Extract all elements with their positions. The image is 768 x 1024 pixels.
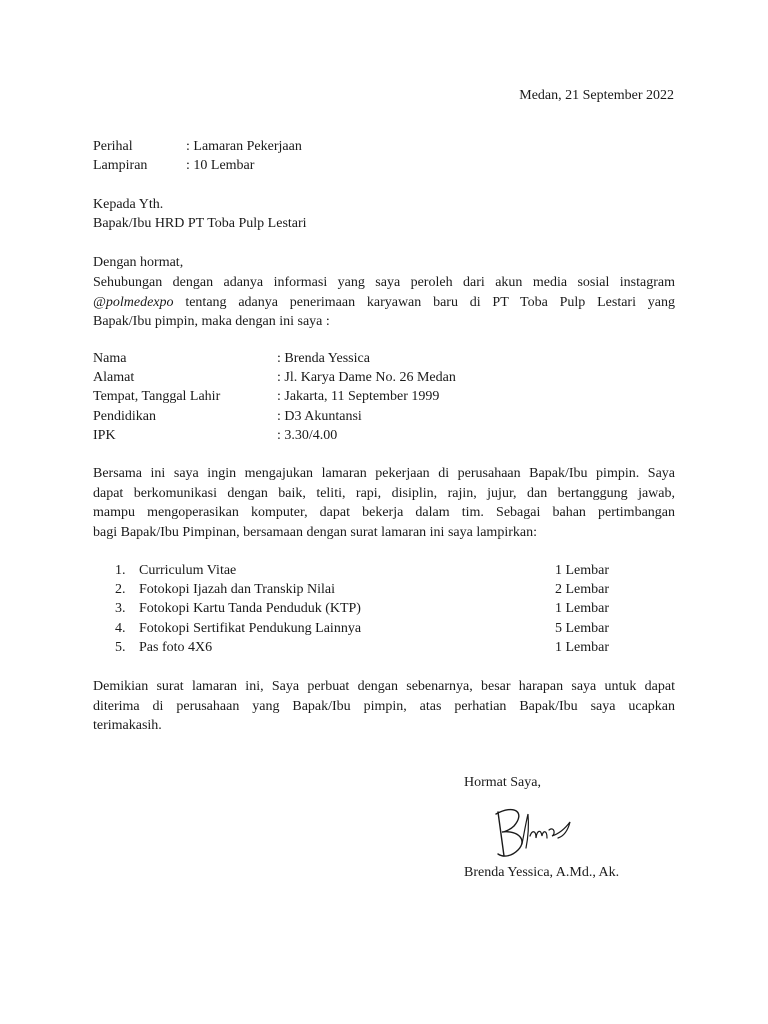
recipient-line-2: Bapak/Ibu HRD PT Toba Pulp Lestari	[93, 216, 307, 231]
list-item-quantity: 2 Lembar	[554, 582, 609, 597]
list-item-number: 5.	[115, 640, 126, 655]
letter-date: Medan, 21 September 2022	[519, 88, 674, 103]
handwritten-signature	[484, 800, 584, 864]
opening-line-3: Bapak/Ibu pimpin, maka dengan ini saya :	[93, 314, 330, 329]
closing-line-2: diterima di perusahaan yang Bapak/Ibu pimpin, atas perhatian Bapak/Ibu saya ucapkan	[93, 698, 675, 714]
signer-name: Brenda Yessica, A.Md., Ak.	[464, 865, 620, 880]
instagram-handle: @polmedexpo	[93, 294, 174, 310]
subject-row	[93, 137, 133, 157]
salutation: Dengan hormat,	[93, 255, 184, 270]
list-item-quantity: 5 Lembar	[554, 621, 609, 636]
subject-label: Perihal	[93, 139, 133, 154]
closing-greeting: Hormat Saya,	[464, 775, 541, 790]
opening-line-2-rest: tentang adanya penerimaan karyawan baru di PT Toba Pulp Lestari yang	[173, 294, 675, 310]
personal-value-gpa: : 3.30/4.00	[277, 428, 338, 443]
body-line-3: mampu mengoperasikan komputer, dapat bekerja dalam tim. Sebagai bahan pertimbangan	[93, 505, 675, 520]
list-item-name: Fotokopi Sertifikat Pendukung Lainnya	[139, 621, 362, 636]
body-line-2: dapat berkomunikasi dengan baik, teliti, rapi, disiplin, rajin, jujur, dan bertanggung jawab,	[93, 485, 675, 501]
attachment-count-label: Lampiran	[93, 158, 148, 173]
list-item-quantity: 1 Lembar	[554, 640, 609, 655]
recipient-line-1: Kepada Yth.	[93, 197, 164, 212]
personal-value-address: : Jl. Karya Dame No. 26 Medan	[277, 370, 456, 385]
attachment-count-row	[93, 156, 147, 176]
personal-value-education: : D3 Akuntansi	[277, 409, 362, 424]
subject-value: : Lamaran Pekerjaan	[186, 139, 302, 154]
closing-line-1: Demikian surat lamaran ini, Saya perbuat dengan sebenarnya, besar harapan saya untuk dapat	[93, 679, 675, 694]
list-item-name: Curriculum Vitae	[139, 563, 237, 578]
personal-label-birth: Tempat, Tanggal Lahir	[93, 389, 221, 404]
personal-label-name: Nama	[93, 351, 127, 366]
list-item-name: Pas foto 4X6	[139, 640, 213, 655]
closing-line-3: terimakasih.	[93, 718, 162, 733]
list-item-name: Fotokopi Ijazah dan Transkip Nilai	[139, 582, 335, 597]
list-item-number: 2.	[115, 582, 126, 597]
list-item-quantity: 1 Lembar	[554, 563, 609, 578]
body-paragraph	[93, 464, 675, 542]
personal-label-education: Pendidikan	[93, 409, 156, 424]
list-item-quantity: 1 Lembar	[554, 601, 609, 616]
list-item-number: 4.	[115, 621, 126, 636]
list-item-name: Fotokopi Kartu Tanda Penduduk (KTP)	[139, 601, 361, 616]
personal-label-address: Alamat	[93, 370, 135, 385]
personal-label-gpa: IPK	[93, 428, 116, 443]
list-item-number: 3.	[115, 601, 126, 616]
attachment-count-value: : 10 Lembar	[186, 158, 255, 173]
body-line-4: bagi Bapak/Ibu Pimpinan, bersamaan dengan surat lamaran ini saya lampirkan:	[93, 524, 537, 540]
opening-line-1: Sehubungan dengan adanya informasi yang saya peroleh dari akun media sosial instagram	[93, 275, 675, 290]
body-line-1: Bersama ini saya ingin mengajukan lamaran pekerjaan di perusahaan Bapak/Ibu pimpin. Saya	[93, 466, 675, 481]
closing-paragraph	[93, 677, 675, 736]
personal-value-birth: : Jakarta, 11 September 1999	[277, 389, 440, 404]
list-item-number: 1.	[115, 563, 126, 578]
opening-paragraph	[93, 273, 675, 332]
personal-value-name: : Brenda Yessica	[277, 351, 370, 366]
opening-line-2	[93, 293, 675, 313]
